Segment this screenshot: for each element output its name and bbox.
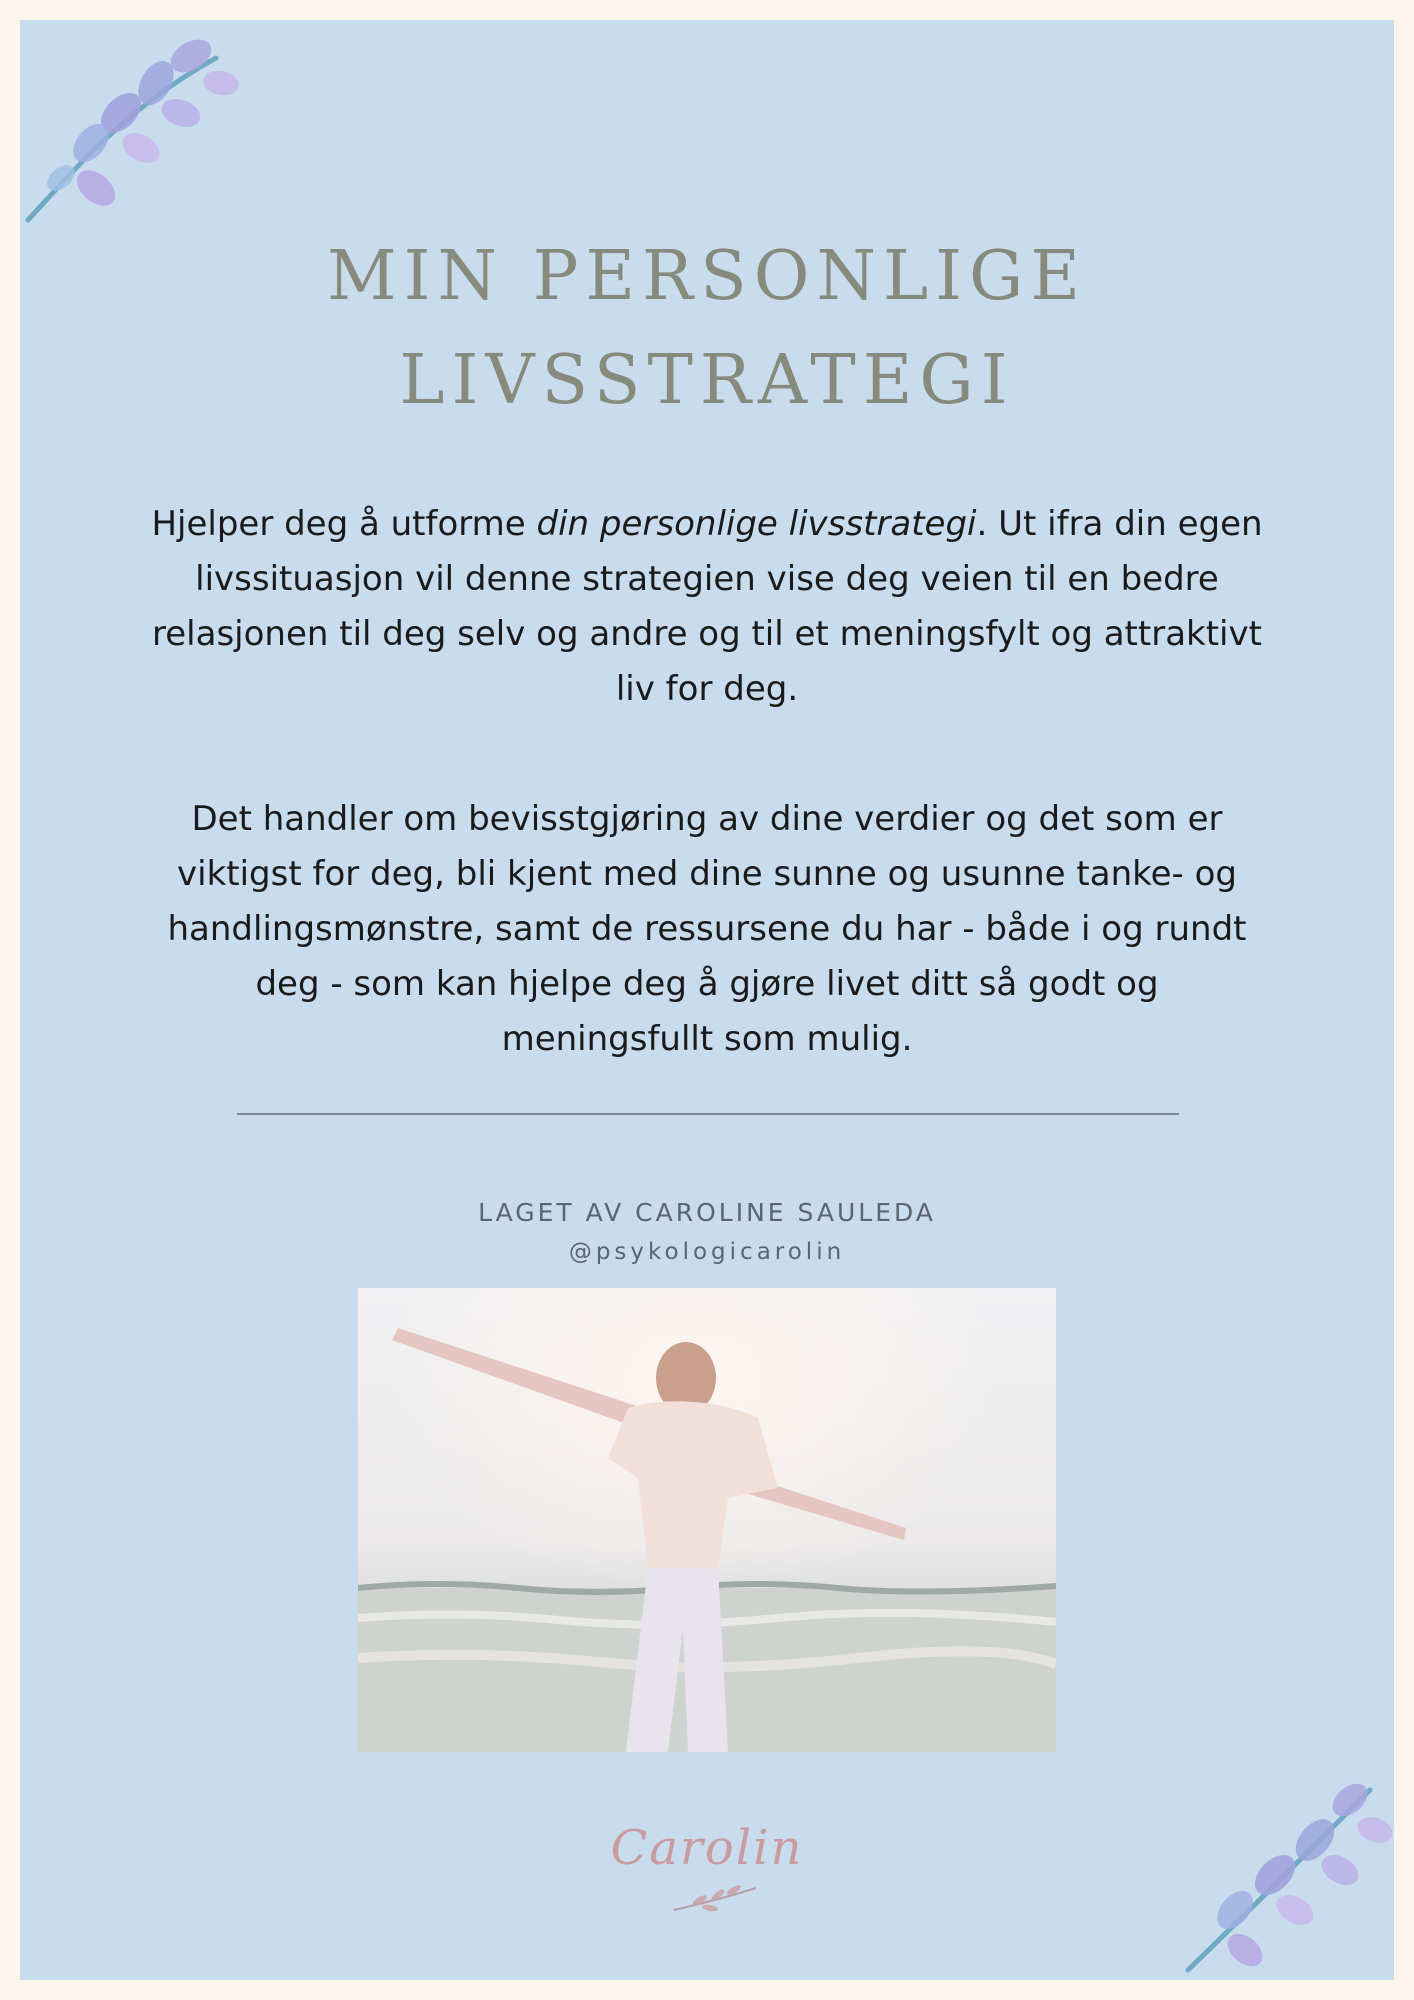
intro-text-end: . Ut ifra din egen livssituasjon vil denne strategien vise deg veien til en bedre relasjonen til deg selv og andre og til et meningsfylt og attraktivt liv for deg. [152,504,1263,709]
description-paragraph: Det handler om bevisstgjøring av dine verdier og det som er viktigst for deg, bli kjent med dine sunne og usunne tanke- og handlingsmønstre, samt de ressursene du har - både i og rundt deg - som kan hjelpe deg å gjøre livet ditt så godt og meningsfullt som mulig. [167,799,1247,1059]
beach-photo [358,1288,1056,1752]
title-line-1: MIN PERSONLIGE [326,237,1087,316]
signature-logo: Carolin [610,1820,804,1876]
page-title [20,225,1394,433]
intro-emphasis: din personlige livsstrategi [536,504,977,544]
leaf-sprig-icon [670,1880,760,1920]
document-page [20,20,1394,1980]
intro-text-start: Hjelper deg å utforme [151,504,537,544]
author-credit: LAGET AV CAROLINE SAULEDA [478,1198,936,1227]
intro-paragraph [150,497,1264,717]
social-handle: @psykologicarolin [568,1239,846,1265]
floral-corner-bottom-right-icon [1180,1770,1394,1980]
title-line-2: LIVSSTRATEGI [399,341,1015,420]
floral-corner-top-left-icon [20,28,246,228]
section-divider [237,1113,1179,1115]
